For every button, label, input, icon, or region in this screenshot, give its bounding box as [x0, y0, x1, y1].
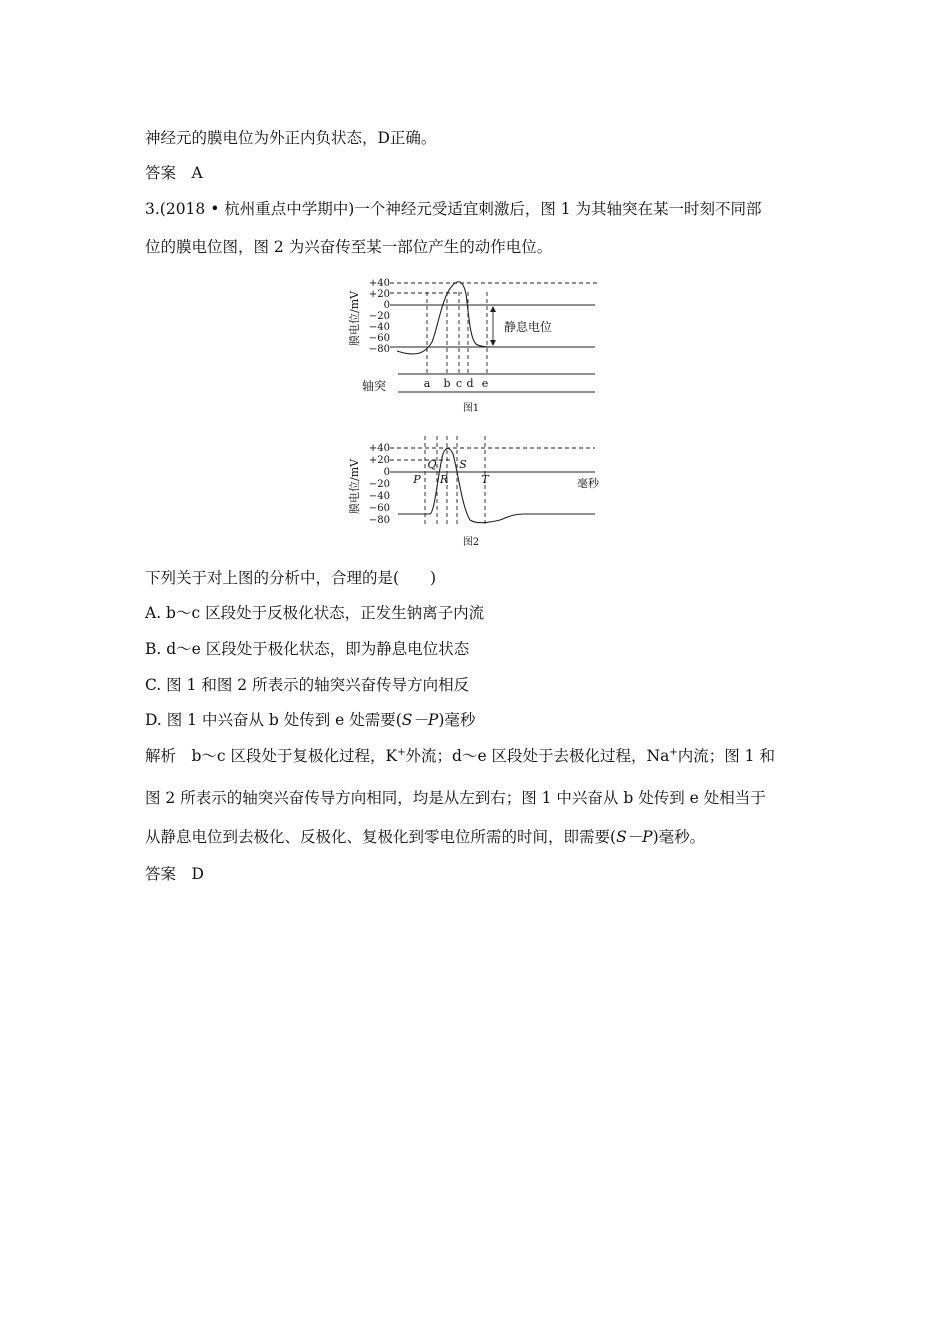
answer-a: 答案 A: [145, 164, 203, 182]
s-minus-p: S－P: [616, 828, 653, 846]
fig2-x-unit: 毫秒: [577, 477, 599, 490]
explanation-line-2: 图 2 所表示的轴突兴奋传导方向相同，均是从左到右；图 1 中兴奋从 b 处传到 e 处相当于: [145, 789, 766, 807]
option-d: [145, 710, 475, 730]
fig1-ytick: −80: [368, 344, 390, 355]
fig1-point-label: d: [466, 377, 474, 390]
question-line-1: 3.(2018 • 杭州重点中学期中)一个神经元受适宜刺激后，图 1 为其轴突在某一时刻不同部: [145, 200, 762, 218]
explanation-line-1: [145, 746, 775, 766]
explanation-part: 内流；图 1 和: [677, 747, 775, 765]
explanation-part: 外流；d～e 区段处于去极化过程，Na: [405, 747, 670, 765]
fig2-point-label: S: [459, 458, 467, 471]
fig2-ytick: 0: [383, 467, 390, 478]
fig2-point-label: T: [481, 473, 489, 486]
fig1-ytick: +40: [368, 278, 390, 289]
explanation-part: 从静息电位到去极化、反极化、复极化到零电位所需的时间，即需要(: [145, 828, 617, 846]
fig2-ytick: −40: [368, 491, 390, 502]
s-minus-p: S－P: [401, 711, 439, 729]
fig1-caption: 图1: [462, 403, 480, 414]
fig1-point-label: a: [423, 377, 431, 390]
option-c: C. 图 1 和图 2 所表示的轴突兴奋传导方向相反: [145, 676, 470, 694]
fig1-ytick: +20: [368, 289, 390, 300]
answer-d: 答案 D: [145, 865, 204, 883]
fig2-point-label: P: [413, 473, 421, 486]
option-a: A. b～c 区段处于反极化状态，正发生钠离子内流: [145, 604, 485, 622]
paragraph-line-1: 神经元的膜电位为外正内负状态，D正确。: [145, 129, 437, 147]
explanation-line-3: [145, 827, 705, 847]
fig1-ytick: −60: [368, 333, 390, 344]
fig1-ytick: 0: [383, 300, 390, 311]
option-d-unit: )毫秒: [438, 711, 476, 729]
fig2-ytick: +20: [368, 455, 390, 466]
fig1-point-label: e: [481, 377, 489, 390]
fig2-point-label: R: [439, 473, 449, 486]
axon-label: 轴突: [362, 379, 387, 393]
figure-2: [340, 432, 610, 552]
superscript-plus: +: [669, 746, 678, 758]
superscript-plus: +: [397, 746, 406, 758]
resting-potential-label: 静息电位: [504, 320, 553, 334]
fig1-point-label: b: [443, 377, 451, 390]
fig2-ytick: −20: [368, 479, 390, 490]
fig2-ytick: +40: [368, 443, 390, 454]
fig2-ytick: −80: [368, 515, 390, 526]
fig1-ytick: −40: [368, 322, 390, 333]
fig1-point-label: c: [455, 377, 463, 390]
fig2-caption: 图2: [462, 537, 480, 548]
question-stem: 下列关于对上图的分析中，合理的是( ): [145, 569, 437, 587]
option-b: B. d～e 区段处于极化状态，即为静息电位状态: [145, 640, 470, 658]
question-line-2: 位的膜电位图，图 2 为兴奋传至某一部位产生的动作电位。: [145, 238, 553, 256]
fig1-ytick: −20: [368, 311, 390, 322]
explanation-part: 解析 b～c 区段处于复极化过程，K: [145, 747, 398, 765]
figure-1: [340, 272, 610, 417]
fig2-point-label: Q: [427, 458, 437, 471]
explanation-part: )毫秒。: [652, 828, 706, 846]
option-d-text: D. 图 1 中兴奋从 b 处传到 e 处需要(: [145, 711, 402, 729]
fig2-ytick: −60: [368, 503, 390, 514]
fig2-ylabel: 膜电位/mV: [348, 458, 361, 514]
fig1-ylabel: 膜电位/mV: [348, 290, 361, 346]
